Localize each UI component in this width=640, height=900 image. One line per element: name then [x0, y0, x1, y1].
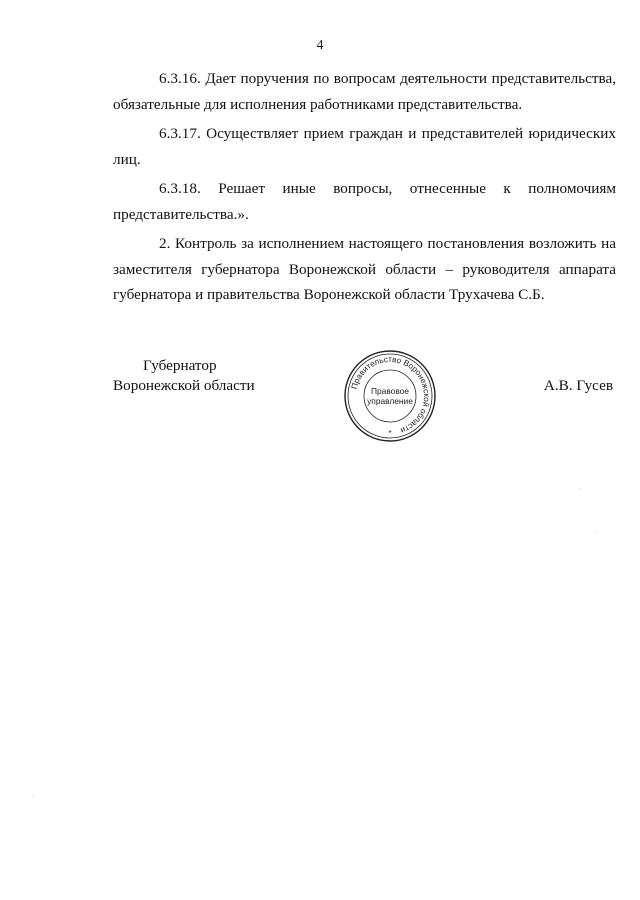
paragraph-6-3-16: 6.3.16. Дает поручения по вопросам деятельности представительства, обязательные для исполнения работниками представительства.	[113, 70, 616, 113]
signatory-title-line1: Губернатор	[143, 357, 217, 374]
stamp-seal	[342, 348, 438, 444]
stamp-star-mark: *	[388, 429, 392, 438]
stamp-center-line1: Правовое	[370, 386, 410, 396]
document-body	[113, 66, 616, 312]
paragraph-6-3-17: 6.3.17. Осуществляет прием граждан и представителей юридических лиц.	[113, 125, 616, 168]
scan-speck	[33, 795, 34, 796]
scan-speck	[580, 488, 581, 489]
paragraph-2-control: 2. Контроль за исполнением настоящего постановления возложить на заместителя губернатора Воронежской области – руководителя аппарата губернатора и правительства Воронежской области Трухачева С.Б.	[113, 235, 616, 303]
scan-speck	[596, 532, 597, 533]
signatory-title-line2: Воронежской области	[113, 377, 255, 394]
signatory-title	[113, 356, 255, 396]
page-number: 4	[316, 38, 324, 53]
signatory-name: А.В. Гусев	[543, 377, 613, 394]
stamp-ring-text: Правительство Воронежской области	[349, 354, 432, 436]
stamp-center-line2: управление	[367, 396, 413, 406]
paragraph-6-3-18: 6.3.18. Решает иные вопросы, отнесенные к полномочиям представительства.».	[113, 180, 616, 223]
official-stamp	[342, 348, 438, 444]
